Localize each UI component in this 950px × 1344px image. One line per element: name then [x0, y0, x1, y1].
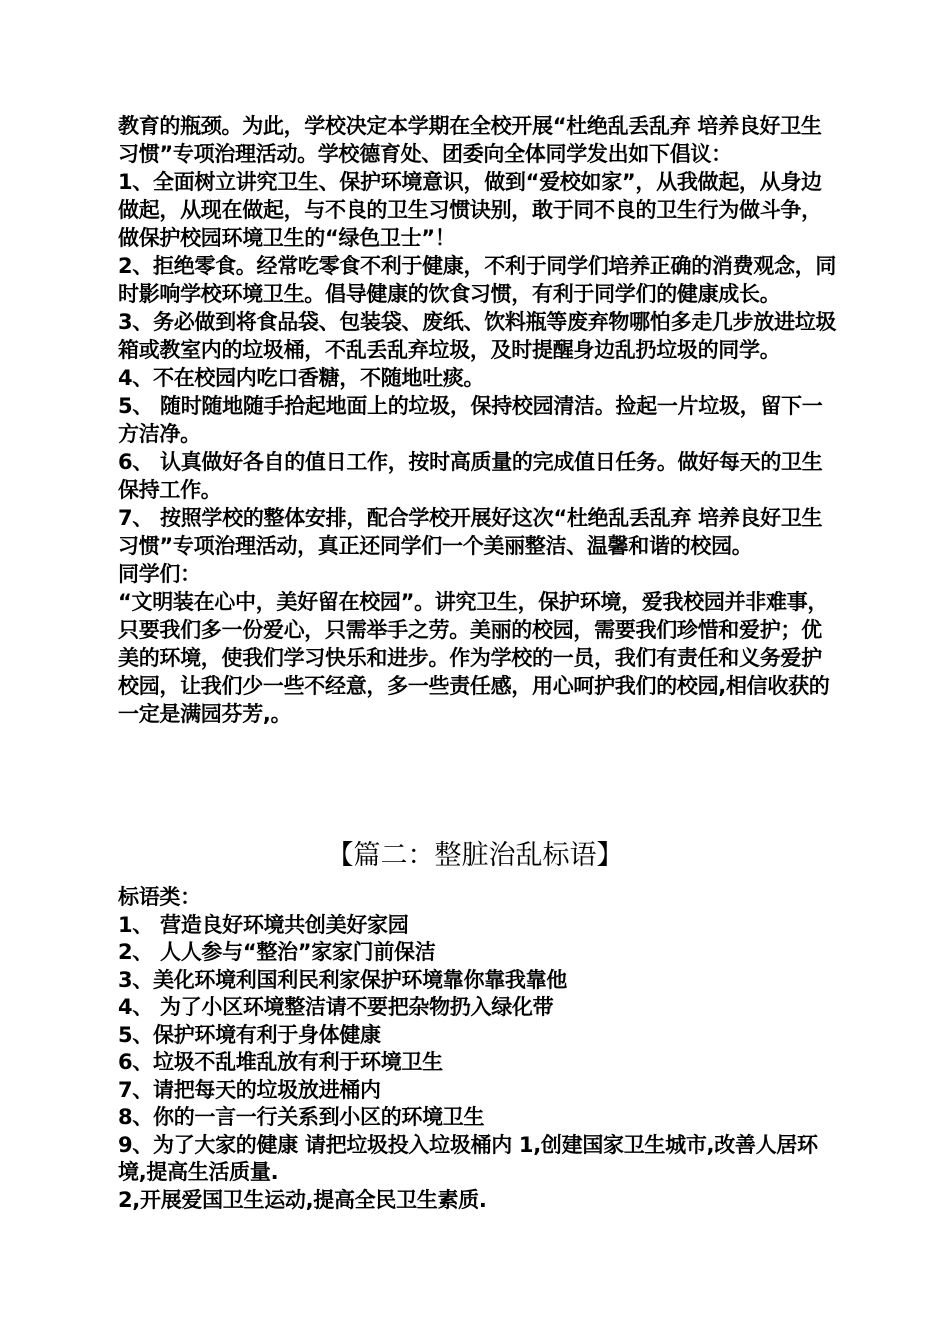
slogan-item: 2、 人人参与“整治”家家门前保洁 — [118, 940, 436, 964]
proposal-item-5: 5、 随时随地随手拾起地面上的垃圾，保持校园清洁。捡起一片垃圾，留下一方洁净。 — [118, 394, 823, 446]
proposal-item-6: 6、 认真做好各自的值日工作，按时高质量的完成值日任务。做好每天的卫生保持工作。 — [118, 450, 823, 502]
slogan-item: 4、 为了小区环境整洁请不要把杂物扔入绿化带 — [118, 995, 554, 1019]
slogan-item: 2,开展爱国卫生运动,提高全民卫生素质. — [118, 1187, 487, 1212]
proposal-item-4: 4、不在校园内吃口香糖，不随地吐痰。 — [118, 366, 485, 390]
section-title: 【篇二：整脏治乱标语】 — [326, 840, 624, 871]
proposal-item-1: 1、全面树立讲究卫生、保护环境意识，做到“爱校如家”，从我做起，从身边做起，从现在做起，与不良的卫生习惯诀别，敢于同不良的卫生行为做斗争，做保护校园环境卫生的“绿色卫士”！ — [118, 170, 822, 250]
intro-paragraph: 教育的瓶颈。为此，学校决定本学期在全校开展“杜绝乱丢乱弃 培养良好卫生习惯”专项治理活动。学校德育处、团委向全体同学发出如下倡议： — [118, 114, 822, 166]
slogan-item: 1、 营造良好环境共创美好家园 — [118, 912, 409, 937]
proposal-item-3: 3、务必做到将食品袋、包装袋、废纸、饮料瓶等废弃物哪怕多走几步放进垃圾箱或教室内的垃圾桶，不乱丢乱弃垃圾，及时提醒身边乱扔垃圾的同学。 — [118, 310, 837, 362]
proposal-body — [118, 112, 838, 728]
slogan-item: 7、请把每天的垃圾放进桶内 — [118, 1077, 381, 1102]
slogan-item: 5、保护环境有利于身体健康 — [118, 1022, 381, 1047]
slogan-item: 9、为了大家的健康 请把垃圾投入垃圾桶内 1,创建国家卫生城市,改善人居环境,提高生活质量. — [118, 1132, 818, 1184]
slogan-heading: 标语类： — [118, 885, 201, 909]
slogan-list — [118, 884, 838, 1214]
proposal-item-7: 7、 按照学校的整体安排，配合学校开展好这次“杜绝乱丢乱弃 培养良好卫生习惯”专项治理活动，真正还同学们一个美丽整洁、温馨和谐的校园。 — [118, 506, 823, 558]
greeting: 同学们： — [118, 562, 201, 586]
proposal-item-2: 2、拒绝零食。经常吃零食不利于健康，不利于同学们培养正确的消费观念，同时影响学校环境卫生。倡导健康的饮食习惯，有利于同学们的健康成长。 — [118, 254, 837, 306]
closing-paragraph: “文明装在心中，美好留在校园”。讲究卫生，保护环境，爱我校园并非难事，只要我们多一份爱心，只需举手之劳。美丽的校园，需要我们珍惜和爱护；优美的环境，使我们学习快乐和进步。作为学校的一员，我们有责任和义务爱护校园，让我们少一些不经意，多一些责任感，用心呵护我们的校园,相信收获的一定是满园芬芳,。 — [118, 590, 830, 726]
slogan-item: 3、美化环境利国利民利家保护环境靠你靠我靠他 — [118, 967, 568, 992]
slogan-item: 6、垃圾不乱堆乱放有利于环境卫生 — [118, 1050, 443, 1074]
slogan-item: 8、你的一言一行关系到小区的环境卫生 — [118, 1105, 485, 1129]
